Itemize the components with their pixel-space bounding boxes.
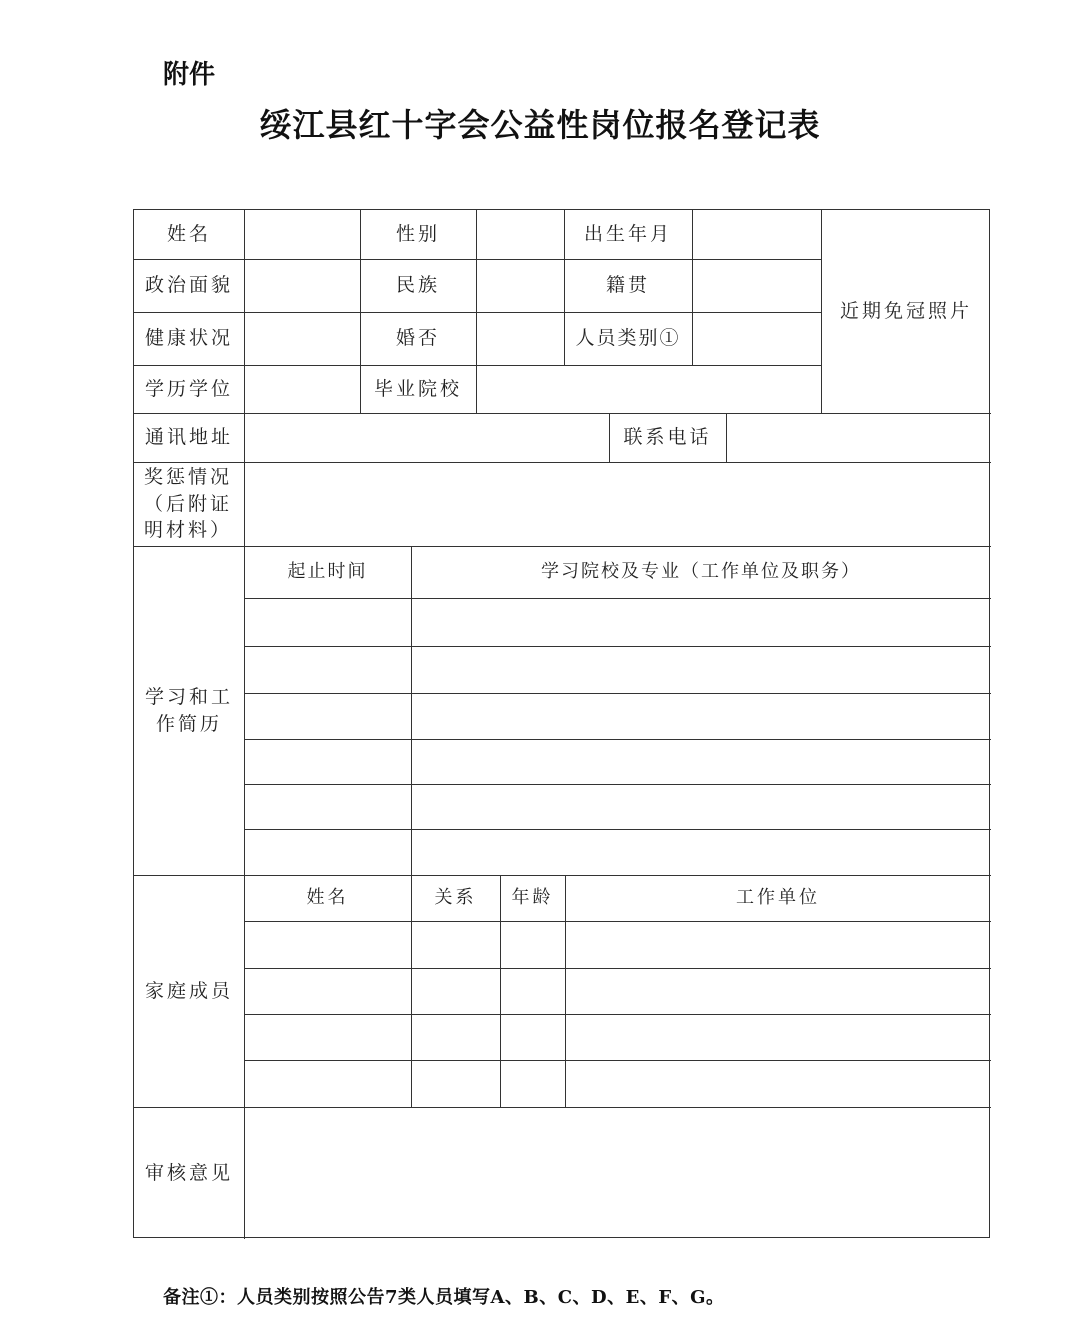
- family-header-age: 年龄: [511, 887, 554, 909]
- grid-line: [134, 546, 991, 547]
- resume-header-period: 起止时间: [287, 561, 368, 583]
- ethnicity-label: 民族: [395, 274, 440, 297]
- family-row[interactable]: [244, 921, 991, 968]
- grid-line: [134, 312, 821, 313]
- grid-line: [821, 210, 822, 413]
- resume-label: 学习和工作简历: [144, 685, 233, 735]
- health-field[interactable]: [244, 312, 360, 365]
- family-row[interactable]: [244, 1060, 991, 1107]
- phone-field[interactable]: [726, 413, 991, 462]
- grid-line: [134, 875, 991, 876]
- family-label: 家庭成员: [144, 979, 233, 1002]
- ethnicity-field[interactable]: [476, 259, 564, 312]
- grid-line: [244, 829, 991, 830]
- grid-line: [244, 646, 991, 647]
- grid-line: [565, 875, 566, 1107]
- gender-field[interactable]: [476, 210, 564, 259]
- photo-placeholder[interactable]: 近期免冠照片: [839, 300, 972, 323]
- politics-field[interactable]: [244, 259, 360, 312]
- marital-label: 婚否: [395, 327, 440, 350]
- grid-line: [244, 210, 245, 1239]
- grid-line: [134, 413, 991, 414]
- family-header-name: 姓名: [306, 887, 349, 909]
- address-label: 通讯地址: [144, 426, 233, 449]
- form-title: 绥江县红十字会公益性岗位报名登记表: [259, 106, 821, 144]
- native-place-label: 籍贯: [605, 274, 650, 297]
- grid-line: [244, 598, 991, 599]
- grid-line: [564, 210, 565, 365]
- grid-line: [244, 784, 991, 785]
- address-field[interactable]: [244, 413, 609, 462]
- grid-line: [692, 210, 693, 365]
- school-field[interactable]: [476, 365, 821, 413]
- grid-line: [411, 546, 412, 1107]
- politics-label: 政治面貌: [144, 274, 233, 297]
- review-label: 审核意见: [144, 1161, 233, 1184]
- grid-line: [360, 210, 361, 413]
- family-row[interactable]: [244, 968, 991, 1014]
- native-place-field[interactable]: [692, 259, 821, 312]
- grid-line: [609, 413, 610, 462]
- grid-line: [134, 1107, 991, 1108]
- resume-row[interactable]: [244, 646, 991, 693]
- resume-row[interactable]: [244, 829, 991, 875]
- footnote: 备注①：人员类别按照公告7类人员填写A、B、C、D、E、F、G。: [163, 1287, 725, 1308]
- birth-label: 出生年月: [583, 223, 672, 246]
- attachment-label: 附件: [163, 60, 216, 90]
- grid-line: [726, 413, 727, 462]
- grid-line: [244, 921, 991, 922]
- resume-row[interactable]: [244, 784, 991, 829]
- family-row[interactable]: [244, 1014, 991, 1060]
- resume-row[interactable]: [244, 739, 991, 784]
- marital-field[interactable]: [476, 312, 564, 365]
- school-label: 毕业院校: [373, 377, 462, 400]
- grid-line: [134, 259, 821, 260]
- grid-line: [134, 365, 821, 366]
- grid-line: [500, 875, 501, 1107]
- grid-line: [244, 693, 991, 694]
- grid-line: [134, 462, 991, 463]
- rewards-field[interactable]: [244, 462, 991, 546]
- resume-row[interactable]: [244, 598, 991, 646]
- birth-field[interactable]: [692, 210, 821, 259]
- resume-header-detail: 学习院校及专业（工作单位及职务）: [541, 561, 861, 583]
- name-label: 姓名: [166, 223, 211, 246]
- grid-line: [476, 210, 477, 413]
- grid-line: [244, 1014, 991, 1015]
- health-label: 健康状况: [144, 327, 233, 350]
- family-header-relation: 关系: [434, 887, 477, 909]
- name-field[interactable]: [244, 210, 360, 259]
- category-field[interactable]: [692, 312, 821, 365]
- rewards-label: 奖惩情况（后附证明材料）: [143, 466, 232, 542]
- education-label: 学历学位: [144, 377, 233, 400]
- phone-label: 联系电话: [623, 426, 712, 449]
- resume-row[interactable]: [244, 693, 991, 739]
- review-field[interactable]: [244, 1107, 991, 1239]
- gender-label: 性别: [395, 223, 440, 246]
- grid-line: [244, 968, 991, 969]
- category-label: 人员类别①: [575, 327, 681, 350]
- family-header-employer: 工作单位: [736, 887, 820, 909]
- grid-line: [244, 739, 991, 740]
- grid-line: [244, 1060, 991, 1061]
- education-field[interactable]: [244, 365, 360, 413]
- registration-form: [133, 209, 990, 1238]
